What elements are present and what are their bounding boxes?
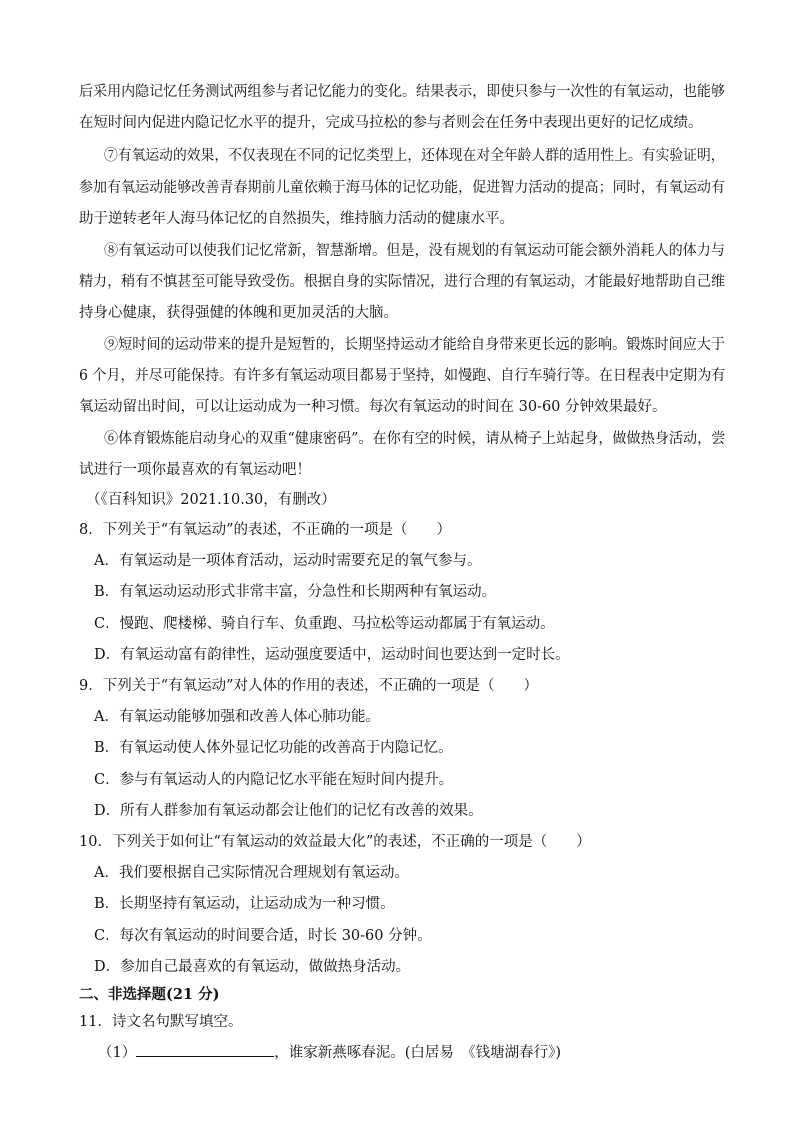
- question-8-stem: 8．下列关于“有氧运动”的表述，不正确的一项是（ ）: [79, 522, 452, 538]
- question-11-1: [98, 1041, 561, 1063]
- question-9-stem: 9．下列关于“有氧运动”对人体的作用的表述，不正确的一项是（ ）: [79, 678, 539, 694]
- question-10-option-b[interactable]: B．长期坚持有氧运动，让运动成为一种习惯。: [94, 896, 395, 912]
- article-source: （《百科知识》2021.10.30，有删改）: [86, 492, 336, 508]
- article-paragraph-line: ⑨短时间的运动带来的提升是短暂的，长期坚持运动才能给自身带来更长远的影响。锻炼时间应大于: [104, 337, 726, 353]
- question-8-option-d[interactable]: D．有氧运动富有韵律性，运动强度要适中，运动时间也要达到一定时长。: [94, 647, 570, 663]
- article-paragraph-line: ⑥体育锻炼能启动身心的双重“健康密码”。在你有空的时候，请从椅子上站起身，做做热身活动，尝: [104, 431, 726, 447]
- article-paragraph-line: 试进行一项你最喜欢的有氧运动吧！: [79, 462, 311, 478]
- question-9-option-d[interactable]: D．所有人群参加有氧运动都会让他们的记忆有改善的效果。: [94, 803, 483, 819]
- question-11-1-number: （1）: [98, 1045, 137, 1061]
- article-paragraph-line: ⑧有氧运动可以使我们记忆常新，智慧渐增。但是，没有规划的有氧运动可能会额外消耗人的体力与: [104, 243, 726, 259]
- article-paragraph-line: 后采用内隐记忆任务测试两组参与者记忆能力的变化。结果表示，即使只参与一次性的有氧运动，也能够: [79, 84, 725, 100]
- article-paragraph-line: 6 个月，并尽可能保持。有许多有氧运动项目都易于坚持，如慢跑、自行车骑行等。在日程表中定期为有: [79, 368, 726, 384]
- question-9-option-a[interactable]: A．有氧运动能够加强和改善人体心肺功能。: [94, 709, 380, 725]
- question-10-option-a[interactable]: A．我们要根据自己实际情况合理规划有氧运动。: [94, 865, 409, 881]
- article-paragraph-line: ⑦有氧运动的效果，不仅表现在不同的记忆类型上，还体现在对全年龄人群的适用性上。有实验证明，: [104, 148, 725, 164]
- question-10-option-c[interactable]: C．每次有氧运动的时间要合适，时长 30-60 分钟。: [94, 928, 432, 944]
- article-paragraph-line: 氧运动留出时间，可以让运动成为一种习惯。每次有氧运动的时间在 30-60 分钟效果最好。: [79, 399, 667, 415]
- article-paragraph-line: 参加有氧运动能够改善青春期前儿童依赖于海马体的记忆功能，促进智力活动的提高；同时，有氧运动有: [79, 180, 725, 196]
- article-paragraph-line: 在短时间内促进内隐记忆水平的提升，完成马拉松的参与者则会在任务中表现出更好的记忆成绩。: [79, 115, 703, 131]
- question-8-option-b[interactable]: B．有氧运动运动形式非常丰富，分急性和长期两种有氧运动。: [94, 584, 497, 600]
- article-paragraph-line: 持身心健康，获得强健的体魄和更加灵活的大脑。: [79, 305, 398, 321]
- question-9-option-c[interactable]: C．参与有氧运动人的内隐记忆水平能在短时间内提升。: [94, 772, 454, 788]
- article-paragraph-line: 精力，稍有不慎甚至可能导致受伤。根据自身的实际情况，进行合理的有氧运动，才能最好地帮助自己维: [79, 274, 725, 290]
- question-10-option-d[interactable]: D．参加自己最喜欢的有氧运动，做做热身活动。: [94, 959, 411, 975]
- question-10-stem: 10．下列关于如何让“有氧运动的效益最大化”的表述，不正确的一项是（ ）: [79, 834, 591, 850]
- question-11-stem: 11．诗文名句默写填空。: [79, 1014, 243, 1030]
- question-8-option-a[interactable]: A．有氧运动是一项体育活动，运动时需要充足的氧气参与。: [94, 553, 482, 569]
- question-11-1-text: ，谁家新燕啄春泥。(白居易 《钱塘湖春行》): [274, 1045, 562, 1061]
- question-9-option-b[interactable]: B．有氧运动使人体外显记忆功能的改善高于内隐记忆。: [94, 740, 453, 756]
- answer-blank[interactable]: [136, 1041, 274, 1057]
- article-paragraph-line: 助于逆转老年人海马体记忆的自然损失，维持脑力活动的健康水平。: [79, 211, 514, 227]
- question-8-option-c[interactable]: C．慢跑、爬楼梯、骑自行车、负重跑、马拉松等运动都属于有氧运动。: [94, 616, 555, 632]
- section-heading: 二、非选择题(21 分): [79, 986, 220, 1003]
